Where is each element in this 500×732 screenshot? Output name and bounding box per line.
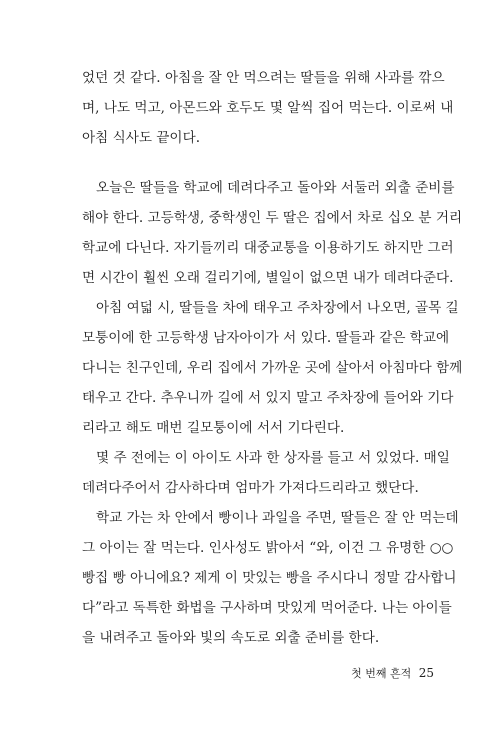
body-text-line: 다니는 친구인데, 우리 집에서 가까운 곳에 살아서 아침마다 함께 <box>82 360 463 376</box>
page-footer <box>351 666 434 681</box>
body-text-line: 그 아이는 잘 먹는다. 인사성도 밝아서 “와, 이건 그 유명한 ○○ <box>82 540 454 556</box>
body-text-line: 학교 가는 차 안에서 빵이나 과일을 주면, 딸들은 잘 안 먹는데 <box>96 510 459 526</box>
body-text-line: 아침 식사도 끝이다. <box>82 130 201 146</box>
body-text-line: 며, 나도 먹고, 아몬드와 호두도 몇 알씩 집어 먹는다. 이로써 내 <box>82 100 454 116</box>
body-text-line: 데려다주어서 감사하다며 엄마가 가져다드리라고 했단다. <box>82 480 419 496</box>
body-text-line: 학교에 다닌다. 자기들끼리 대중교통을 이용하기도 하지만 그러 <box>82 240 454 256</box>
body-text-line: 을 내려주고 돌아와 빛의 속도로 외출 준비를 한다. <box>82 630 380 646</box>
body-text-line: 리라고 해도 매번 길모퉁이에 서서 기다린다. <box>82 420 345 436</box>
page-number: 25 <box>418 666 434 680</box>
body-text-line: 었던 것 같다. 아침을 잘 안 먹으려는 딸들을 위해 사과를 깎으 <box>82 70 445 86</box>
body-text-line: 태우고 간다. 추우니까 길에 서 있지 말고 주차장에 들어와 기다 <box>82 390 454 406</box>
body-text-line: 모퉁이에 한 고등학생 남자아이가 서 있다. 딸들과 같은 학교에 <box>82 330 450 346</box>
body-text-line: 면 시간이 훨씬 오래 걸리기에, 별일이 없으면 내가 데려다준다. <box>82 270 454 286</box>
body-text-line: 몇 주 전에는 이 아이도 사과 한 상자를 들고 서 있었다. 매일 <box>96 450 450 466</box>
body-text-line: 오늘은 딸들을 학교에 데려다주고 돌아와 서둘러 외출 준비를 <box>96 180 455 196</box>
body-text-line: 해야 한다. 고등학생, 중학생인 두 딸은 집에서 차로 십오 분 거리 <box>82 210 463 226</box>
body-text-line: 아침 여덟 시, 딸들을 차에 태우고 주차장에서 나오면, 골목 길 <box>96 300 459 316</box>
body-text-line: 빵집 빵 아니에요? 제게 이 맛있는 빵을 주시다니 정말 감사합니 <box>82 570 457 586</box>
running-title: 첫 번째 흔적 <box>351 667 412 680</box>
body-text-line: 다”라고 독특한 화법을 구사하며 맛있게 먹어준다. 나는 아이들 <box>82 600 452 616</box>
